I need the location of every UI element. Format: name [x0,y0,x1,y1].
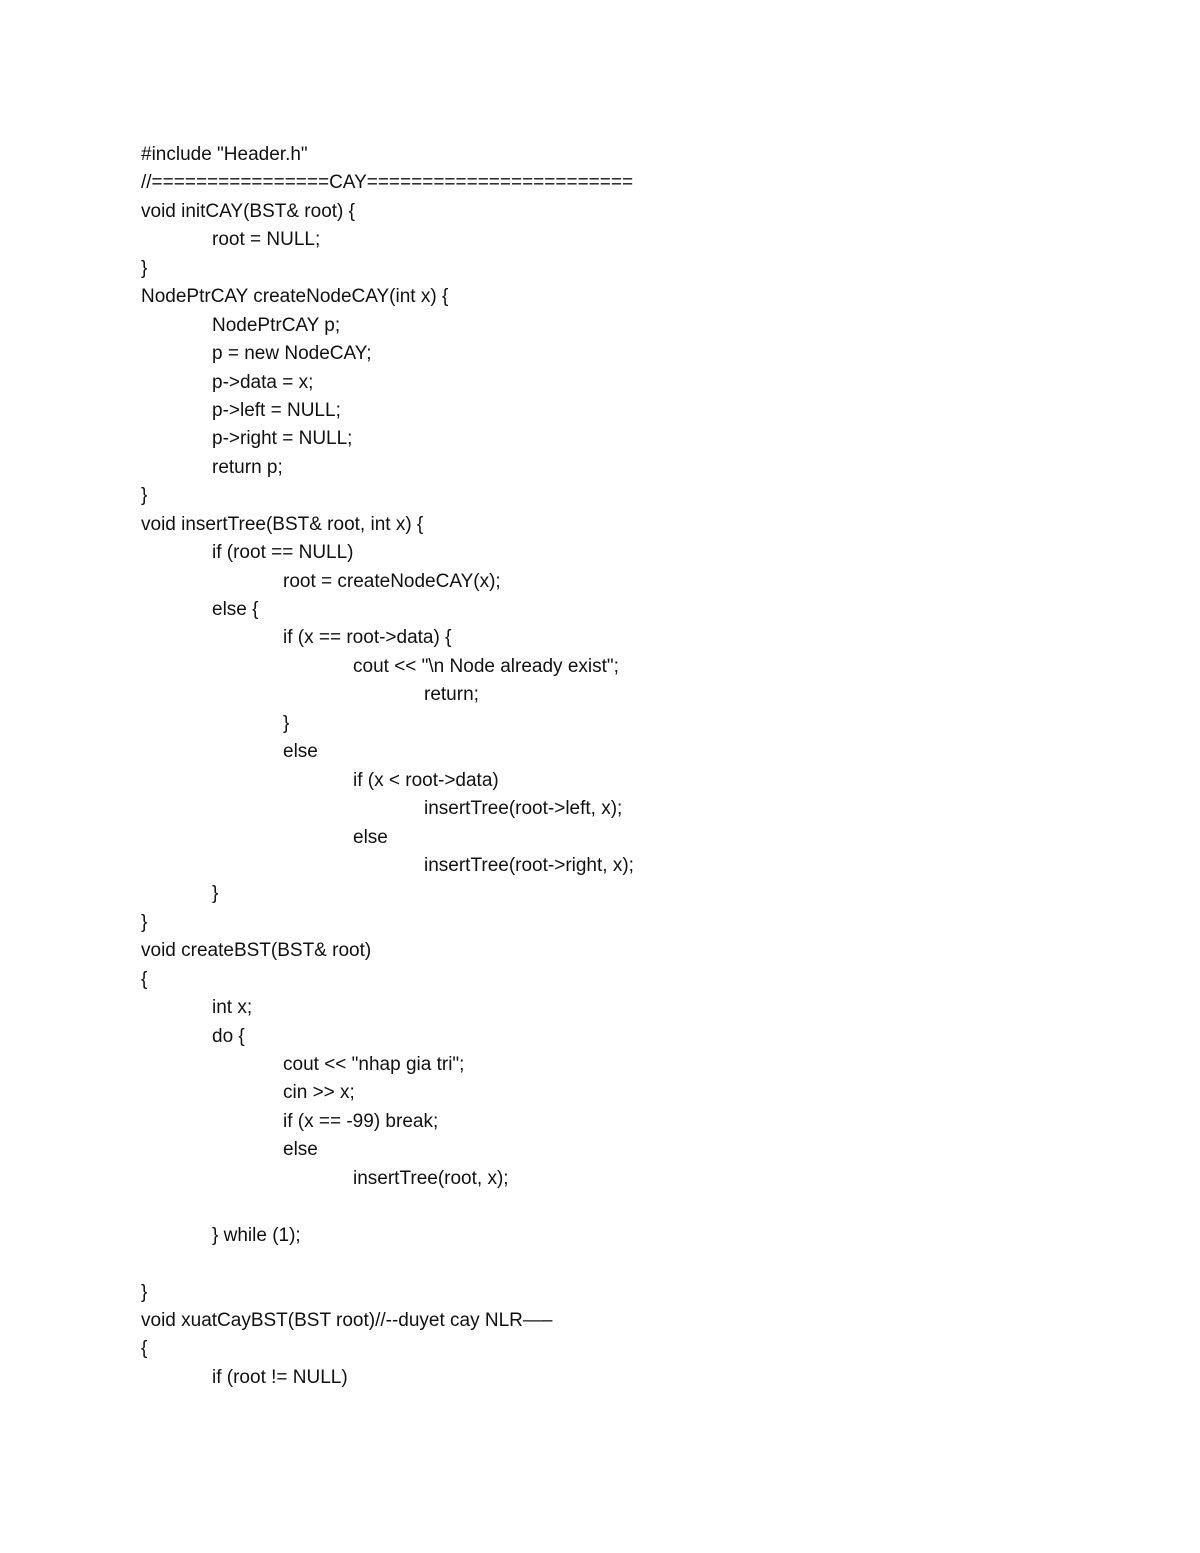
code-line: if (x < root->data) [353,769,499,791]
code-line: #include "Header.h" [141,144,308,165]
code-line: insertTree(root->left, x); [424,798,623,820]
code-line [141,1193,634,1221]
code-line: else [283,741,318,763]
code-line: } [141,485,148,507]
code-line: void insertTree(BST& root, int x) { [141,513,424,535]
code-line: if (x == root->data) { [283,627,452,649]
code-line: } [141,257,148,279]
code-line: else [353,826,388,848]
code-line: void xuatCayBST(BST root)//--duyet cay NLR—– [141,1309,553,1331]
code-line: { [141,1338,148,1360]
code-line: } [141,1281,148,1303]
code-line: { [141,968,148,990]
code-line: //================CAY======================== [141,172,634,194]
code-line [141,1250,634,1278]
code-line: return; [424,684,479,706]
code-listing [141,141,634,1392]
code-line: return p; [212,456,283,478]
code-line: root = createNodeCAY(x); [283,570,501,592]
code-line: else [283,1139,318,1161]
code-line: p->left = NULL; [212,399,341,421]
code-line: void createBST(BST& root) [141,940,372,962]
code-line: else { [212,599,259,620]
code-line: insertTree(root, x); [353,1167,509,1189]
code-line: if (root == NULL) [212,542,354,564]
code-line: } [212,883,219,905]
code-line: root = NULL; [212,229,321,251]
code-line: NodePtrCAY p; [212,314,341,336]
code-line: p->right = NULL; [212,428,353,450]
code-line: void initCAY(BST& root) { [141,200,356,222]
code-line: } while (1); [212,1224,301,1246]
code-line: } [283,712,290,734]
code-line: cout << "nhap gia tri"; [283,1054,465,1075]
code-line: cin >> x; [283,1082,355,1104]
code-line: } [141,911,148,933]
code-line: if (root != NULL) [212,1366,348,1388]
code-line: cout << "\n Node already exist"; [353,655,619,677]
code-line: p->data = x; [212,371,314,393]
code-line: insertTree(root->right, x); [424,854,634,876]
code-line: if (x == -99) break; [283,1110,439,1132]
code-line: do { [212,1025,245,1047]
code-line: NodePtrCAY createNodeCAY(int x) { [141,286,449,308]
code-line: p = new NodeCAY; [212,343,372,365]
code-line: int x; [212,997,253,1019]
